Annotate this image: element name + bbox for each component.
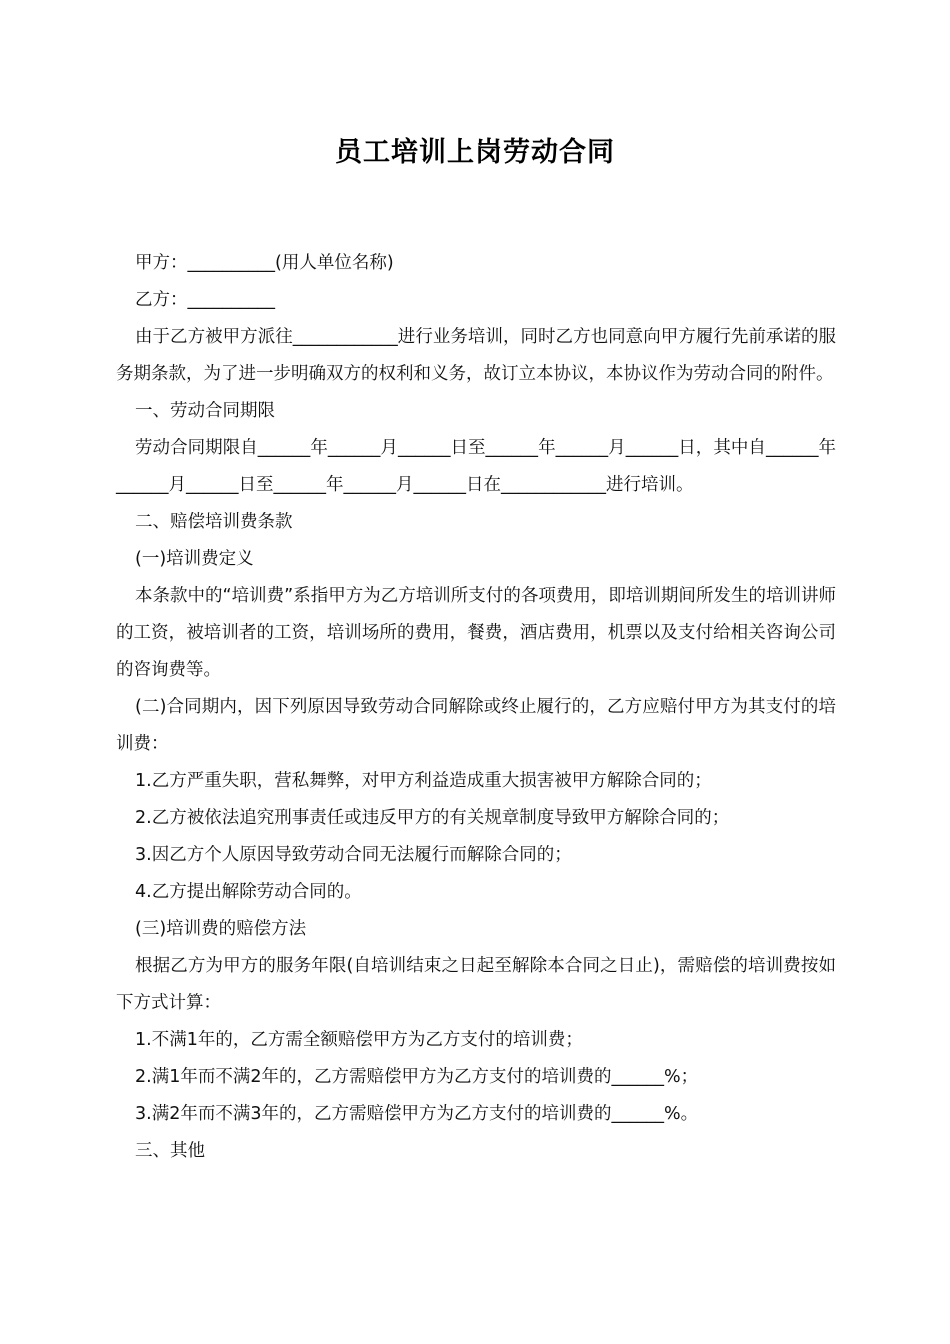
condition-item: 1.乙方严重失职，营私舞弊，对甲方利益造成重大损害被甲方解除合同的； <box>135 771 712 791</box>
section-heading-compensation: 二、赔偿培训费条款 <box>135 512 293 532</box>
preamble-paragraph: 由于乙方被甲方派往____________进行业务培训，同时乙方也同意向甲方履行先前承诺的服务期条款，为了进一步明确双方的权利和义务，故订立本协议，本协议作为劳动合同的附件。 <box>116 327 836 384</box>
method-paragraph: 根据乙方为甲方的服务年限(自培训结束之日起至解除本合同之日止)，需赔偿的培训费按如下方式计算： <box>116 956 836 1013</box>
condition-item: 3.因乙方个人原因导致劳动合同无法履行而解除合同的； <box>135 845 572 865</box>
definition-paragraph: 本条款中的“培训费”系指甲方为乙方培训所支付的各项费用，即培训期间所发生的培训讲师的工资，被培训者的工资，培训场所的费用，餐费，酒店费用，机票以及支付给相关咨询公司的咨询费等。 <box>116 586 836 680</box>
condition-item: 4.乙方提出解除劳动合同的。 <box>135 882 362 902</box>
condition-item: 2.乙方被依法追究刑事责任或违反甲方的有关规章制度导致甲方解除合同的； <box>135 808 730 828</box>
term-paragraph: 劳动合同期限自______年______月______日至______年______月______日，其中自______年______月______日至______年______月______日在____________进行培训。 <box>116 438 836 495</box>
method-item: 3.满2年而不满3年的，乙方需赔偿甲方为乙方支付的培训费的______%。 <box>135 1104 699 1124</box>
document-body <box>116 245 836 1170</box>
method-item: 1.不满1年的，乙方需全额赔偿甲方为乙方支付的培训费； <box>135 1030 583 1050</box>
subsection-heading-definition: (一)培训费定义 <box>135 549 254 569</box>
section-heading-other: 三、其他 <box>135 1141 205 1161</box>
party-a-line: 甲方：__________(用人单位名称) <box>135 253 394 273</box>
method-item: 2.满1年而不满2年的，乙方需赔偿甲方为乙方支付的培训费的______%； <box>135 1067 699 1087</box>
document-title: 员工培训上岗劳动合同 <box>335 137 615 168</box>
conditions-paragraph: (二)合同期内，因下列原因导致劳动合同解除或终止履行的，乙方应赔付甲方为其支付的培训费： <box>116 697 836 754</box>
section-heading-term: 一、劳动合同期限 <box>135 401 275 421</box>
party-b-line: 乙方：__________ <box>135 290 275 310</box>
subsection-heading-method: (三)培训费的赔偿方法 <box>135 919 307 939</box>
